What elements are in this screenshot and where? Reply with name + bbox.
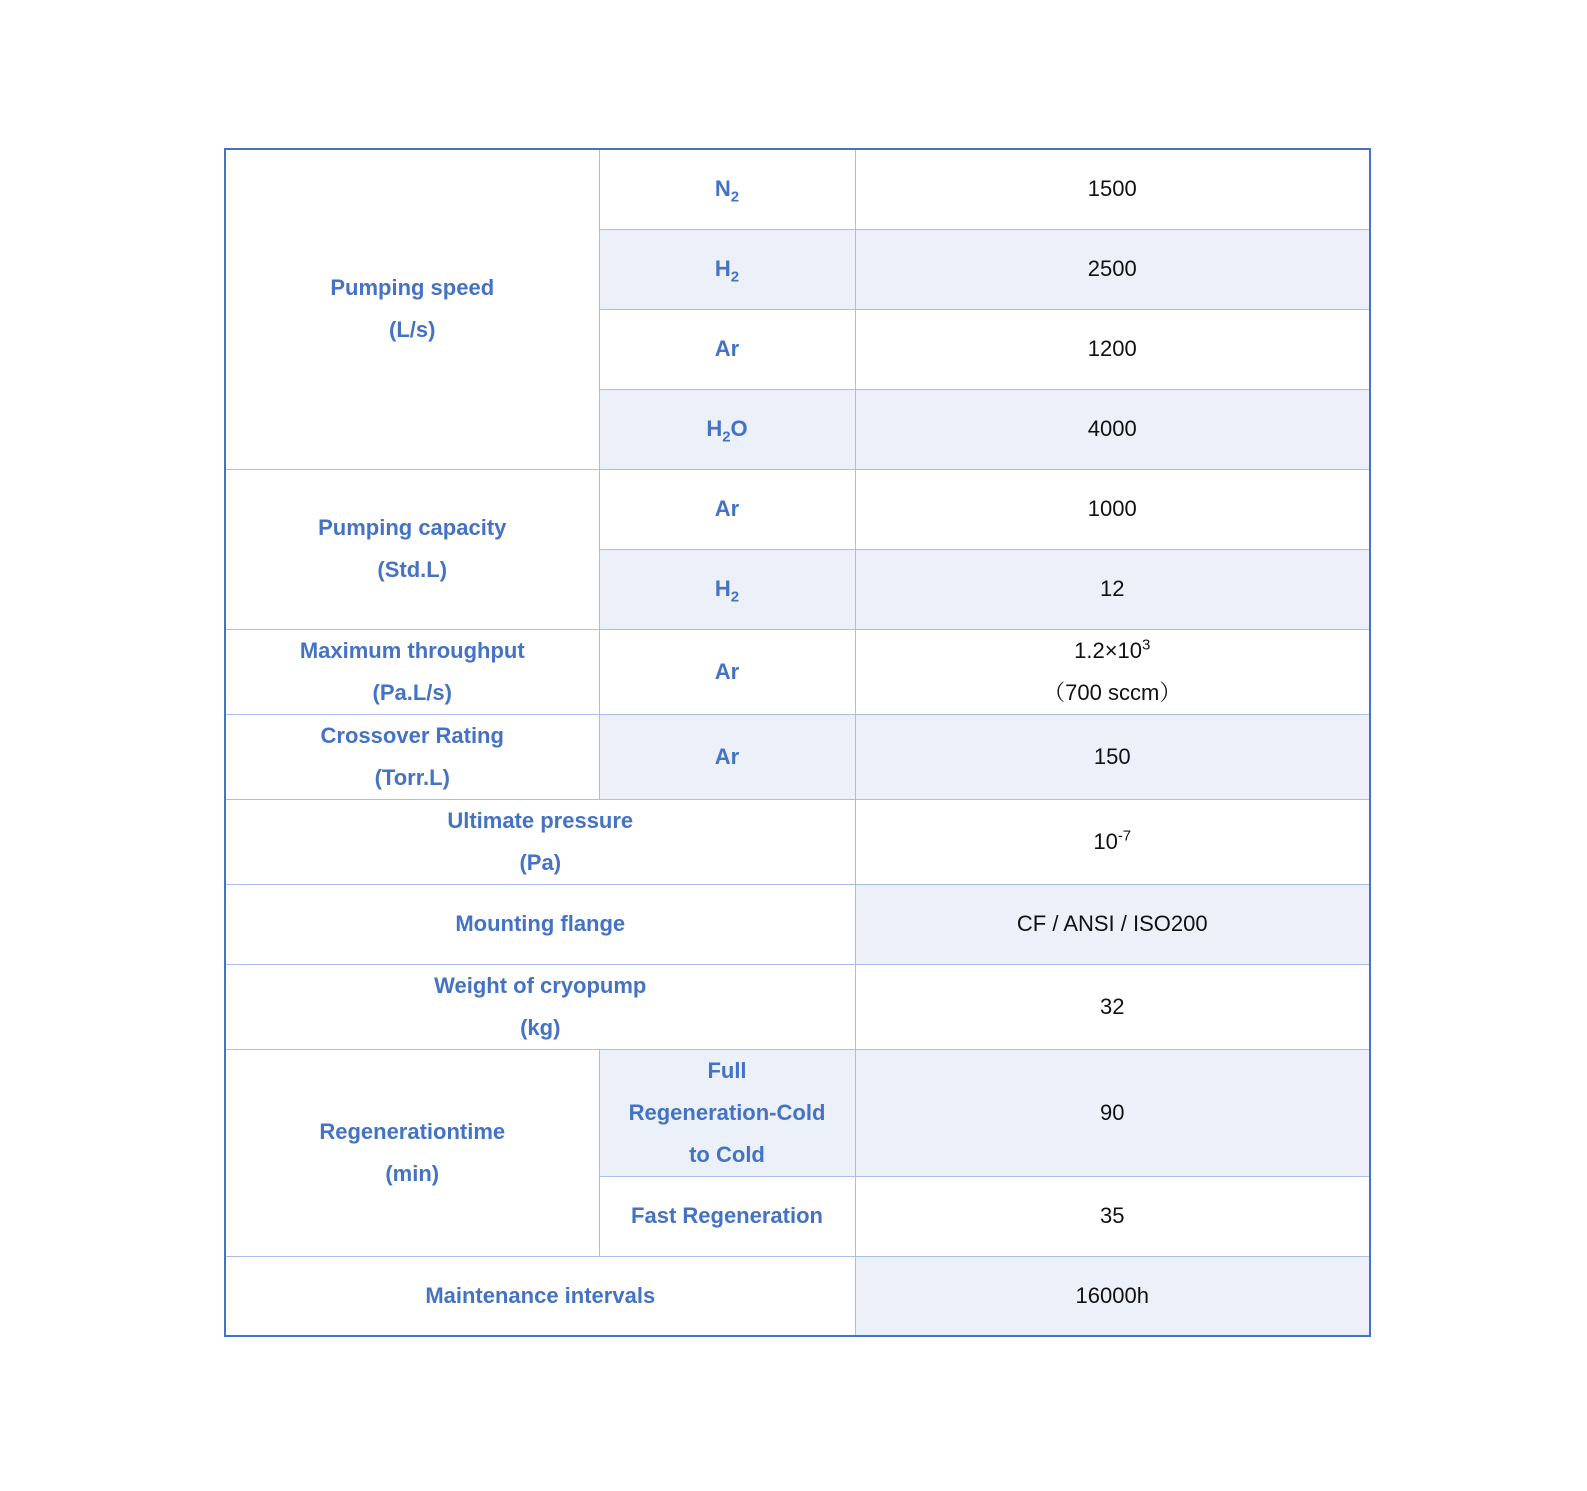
full-regeneration-cell: Full Regeneration-Cold to Cold bbox=[599, 1049, 855, 1176]
value-cell: 16000h bbox=[855, 1256, 1370, 1336]
value-cell: 12 bbox=[855, 549, 1370, 629]
mounting-flange-label: Mounting flange bbox=[225, 884, 855, 964]
gas-cell: $H_2O$ bbox=[599, 389, 855, 469]
weight-unit: (kg) bbox=[520, 1014, 561, 1040]
table-row bbox=[225, 469, 1370, 549]
ultimate-pressure-label: Ultimate pressure bbox=[447, 807, 634, 833]
gas-cell: Ar bbox=[599, 469, 855, 549]
gas-cell: $N_2$ bbox=[599, 149, 855, 229]
maintenance-label: Maintenance intervals bbox=[225, 1256, 855, 1336]
table-row bbox=[225, 1256, 1370, 1336]
max-throughput-value: $1.2\times 10^3$ bbox=[1074, 636, 1151, 663]
regeneration-label-cell bbox=[225, 1049, 599, 1256]
table-row bbox=[225, 964, 1370, 1049]
gas-cell: Ar bbox=[599, 629, 855, 714]
gas-cell: $H_2$ bbox=[599, 229, 855, 309]
value-cell bbox=[855, 629, 1370, 714]
table-row bbox=[225, 1049, 1370, 1176]
fast-regeneration-cell: Fast Regeneration bbox=[599, 1176, 855, 1256]
table-row bbox=[225, 149, 1370, 229]
regeneration-unit: (min) bbox=[385, 1160, 440, 1186]
value-cell: 2500 bbox=[855, 229, 1370, 309]
pumping-speed-unit: (L/s) bbox=[389, 317, 436, 343]
pumping-capacity-label: Pumping capacity bbox=[318, 515, 507, 540]
ultimate-pressure-unit: (Pa) bbox=[519, 849, 562, 875]
gas-cell: Ar bbox=[599, 309, 855, 389]
crossover-label-cell bbox=[225, 714, 599, 799]
value-cell: 1000 bbox=[855, 469, 1370, 549]
table-row bbox=[225, 799, 1370, 884]
value-cell: 32 bbox=[855, 964, 1370, 1049]
value-cell: 1500 bbox=[855, 149, 1370, 229]
pumping-speed-label-cell bbox=[225, 149, 599, 469]
value-cell: 90 bbox=[855, 1049, 1370, 1176]
crossover-label: Crossover Rating bbox=[320, 722, 504, 748]
value-cell: 35 bbox=[855, 1176, 1370, 1256]
gas-cell: Ar bbox=[599, 714, 855, 799]
weight-label-cell bbox=[225, 964, 855, 1049]
pumping-capacity-label-cell bbox=[225, 469, 599, 629]
max-throughput-note: （700 sccm） bbox=[1043, 679, 1182, 705]
value-cell: $10^{-7}$ bbox=[855, 799, 1370, 884]
ultimate-pressure-label-cell bbox=[225, 799, 855, 884]
weight-label: Weight of cryopump bbox=[434, 972, 647, 998]
max-throughput-unit: (Pa.L/s) bbox=[372, 679, 452, 705]
value-cell: 150 bbox=[855, 714, 1370, 799]
value-cell: CF / ANSI / ISO200 bbox=[855, 884, 1370, 964]
table-row bbox=[225, 629, 1370, 714]
crossover-unit: (Torr.L) bbox=[374, 764, 450, 790]
value-cell: 4000 bbox=[855, 389, 1370, 469]
table-row bbox=[225, 884, 1370, 964]
pumping-speed-label: Pumping speed bbox=[330, 275, 495, 301]
value-cell: 1200 bbox=[855, 309, 1370, 389]
max-throughput-label: Maximum throughput bbox=[299, 637, 525, 663]
gas-cell: $H_2$ bbox=[599, 549, 855, 629]
pumping-capacity-unit: (Std.L) bbox=[377, 557, 448, 582]
spec-table bbox=[224, 148, 1371, 1337]
regeneration-label: Regenerationtime bbox=[319, 1118, 506, 1144]
table-row bbox=[225, 714, 1370, 799]
max-throughput-label-cell bbox=[225, 629, 599, 714]
